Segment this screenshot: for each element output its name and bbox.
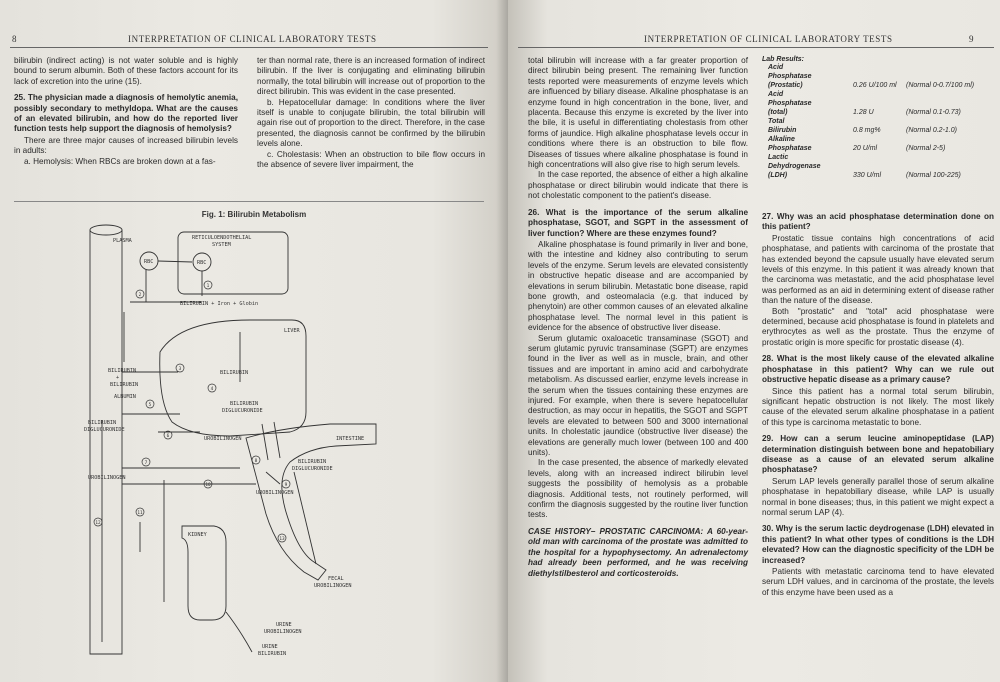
plasma-vessel-top — [90, 225, 122, 235]
text-column-left — [14, 56, 238, 167]
liver-label: LIVER — [284, 328, 300, 334]
lab-row — [762, 90, 977, 99]
kidney-shape — [182, 526, 226, 620]
fecal-label-2: UROBILINOGEN — [314, 583, 352, 589]
res-label-1: RETICULOENDOTHELIAL — [192, 235, 252, 241]
paragraph: Both "prostatic" and "total" acid phosphatase were determined, because acid phosphatase is found in platelets and erythrocytes as well as the prostate. Thus the enzyme of prostatic origin is more specific for prostatic disease (4). — [762, 306, 994, 347]
int-diglu-label-1: BILIRUBIN — [298, 459, 327, 465]
lab-test-name: Phosphatase — [768, 73, 812, 80]
kidney-label: KIDNEY — [188, 532, 207, 538]
lab-test-name: Lactic — [768, 154, 789, 161]
lab-test-name: Total — [768, 118, 785, 125]
lab-row — [762, 126, 977, 135]
bile-duct — [262, 422, 280, 460]
lab-test-name: (Prostatic) — [768, 82, 803, 89]
lab-row — [762, 108, 977, 117]
step-number: 13 — [279, 537, 285, 542]
paragraph: Since this patient has a normal total serum bilirubin, significant hepatic obstruction is not likely. The most likely cause of the elevated serum alkaline phosphatase in a patient of this type is carcinoma metastatic to bone. — [762, 386, 994, 427]
lab-value: 0.26 U/100 ml — [853, 82, 897, 89]
fecal-label-1: FECAL — [328, 576, 344, 582]
running-head: INTERPRETATION OF CLINICAL LABORATORY TESTS — [128, 34, 377, 44]
header-rule — [10, 47, 488, 48]
rbc-label-res: RBC — [197, 260, 207, 266]
urine-uro-label-1: URINE — [276, 622, 292, 628]
lab-test-name: Bilirubin — [768, 127, 797, 134]
step-number: 3 — [178, 367, 182, 372]
uro-plasma-label: UROBILINOGEN — [88, 475, 126, 481]
bili-diglu-label-2: DIGLUCURONIDE — [222, 408, 263, 414]
liver-shape — [160, 320, 306, 436]
lab-row — [762, 99, 977, 108]
paragraph: Serum glutamic oxaloacetic transaminase (SGOT) and serum glutamic pyruvic transaminase (SGPT) are enzymes found in the liver as well as in muscle, brain, and other tissues and are important in amino acid and carbohydrate metabolism. As discussed earlier, enzyme levels increase in the serum when the tissues containing these enzymes are injured. For example, when there is severe hepatocellular destruction, as may occur in hepatitis, the SGOT and SGPT levels are elevated to between 500 and 3000 international units. In cholestatic jaundice (obstructive liver disease) the elevations are generally much lower (between 100 and 400 units). — [528, 333, 748, 458]
lab-results-table — [762, 63, 977, 180]
lab-results-title: Lab Results: — [762, 56, 805, 63]
running-head: INTERPRETATION OF CLINICAL LABORATORY TESTS — [644, 34, 893, 44]
step-number: 11 — [137, 511, 143, 516]
lab-results — [762, 56, 998, 180]
bili-alb-label-1: BILIRUBIN — [108, 368, 137, 374]
lab-row — [762, 117, 977, 126]
lab-test-name: Acid — [768, 64, 784, 71]
lab-test-name: Phosphatase — [768, 145, 812, 152]
question-heading: 30. Why is the serum lactic deydrogenase (LDH) elevated in this patient? In what other types of conditions is the LDH elevated? How can the diagnostic specificity of the LDH be increased? — [762, 524, 994, 565]
lab-value: 1.28 U — [853, 109, 874, 116]
intestine-label: INTESTINE — [336, 436, 365, 442]
lab-row — [762, 144, 977, 153]
lab-row — [762, 63, 977, 72]
page-number: 8 — [12, 34, 18, 44]
paragraph: total bilirubin will increase with a far greater proportion of direct bilirubin being present. The remaining liver function tests reported were measurements of enzyme levels which are influenced by biliary disease. Alkaline phosphatase is an enzyme found in high concentration in the bone, liver, and placenta. Because this enzyme is excreted by the liver into the bile, it is useful in differentiating cholestasis from other forms of jaundice. High alkaline phosphatase levels occur in conditions where there is an obstruction to bile flow. Diseases of tissues where alkaline phosphatase is found in high concentrations will also give rise to high serum levels. — [528, 56, 748, 170]
text-column-right — [257, 56, 485, 170]
page-number: 9 — [969, 34, 975, 44]
urine-bili-label-1: URINE — [262, 644, 278, 650]
text-column-right — [762, 206, 994, 598]
lab-test-name: Phosphatase — [768, 100, 812, 107]
lab-row — [762, 171, 977, 180]
lab-normal-range: (Normal 100-225) — [906, 172, 961, 179]
case-history: CASE HISTORY– PROSTATIC CARCINOMA: A 60-year-old man with carcinoma of the prostate was admitted to the hospital for a hypophysectomy. An adrenalectomy had already been performed, and he was receiving diethylstilbesterol and corticosteroids. — [528, 526, 748, 578]
paragraph: bilirubin (indirect acting) is not water soluble and is highly bound to serum albumin. Both of these factors account for its lack of excretion into the urine (15). — [14, 56, 238, 86]
ureter — [226, 612, 252, 652]
uro-int-label: UROBILINOGEN — [256, 490, 294, 496]
lab-value: 0.8 mg% — [853, 127, 881, 134]
bili-alb-label-4: ALBUMIN — [114, 394, 136, 400]
res-label-2: SYSTEM — [212, 242, 231, 248]
step-number: 2 — [138, 293, 142, 298]
plasma-label: PLASMA — [113, 238, 132, 244]
paragraph: Alkaline phosphatase is found primarily in liver and bone, with the intestine and kidney also contributing to serum levels of the enzyme. Serum levels are elevated consistently in obstructive hepatic disease and are accompanied by elevations in serum bilirubin. Metastatic bone disease, rapid bone growth, and osteomalacia (e.g. that induced by phenytoin) are other common causes of an elevated alkaline phosphatase level. The normal level in this patient is evidence for the absence of obstructive liver disease. — [528, 239, 748, 333]
question-heading: 28. What is the most likely cause of the elevated alkaline phosphatase in this patient? Why can we rule out obstructive hepatic disease as a primary cause? — [762, 354, 994, 385]
step-number: 5 — [148, 403, 152, 408]
bilirubin-metabolism-diagram — [80, 222, 380, 672]
lab-row — [762, 81, 977, 90]
lab-normal-range: (Normal 2-5) — [906, 145, 946, 152]
plasma-vessel — [90, 230, 122, 654]
lab-test-name: (total) — [768, 109, 788, 116]
bili-alb-label-2: + — [116, 375, 120, 381]
lab-test-name: Acid — [768, 91, 784, 98]
bili-diglu-label-1: BILIRUBIN — [230, 401, 259, 407]
lab-test-name: Alkaline — [768, 136, 795, 143]
figure-caption: Fig. 1: Bilirubin Metabolism — [201, 210, 307, 219]
lab-test-name: Dehydrogenase — [768, 163, 821, 170]
lab-normal-range: (Normal 0-0.7/100 ml) — [906, 82, 975, 89]
paragraph: There are three major causes of increased bilirubin levels in adults: — [14, 135, 238, 156]
figure-rule — [14, 201, 484, 202]
lab-row — [762, 162, 977, 171]
step-number: 8 — [254, 459, 258, 464]
lab-normal-range: (Normal 0.1-0.73) — [906, 109, 961, 116]
paragraph: Serum LAP levels generally parallel those of serum alkaline phosphatase in hepatobiliary disease, while LAP is usually normal in bone diseases; thus, in this patient we might expect a normal serum LAP (4). — [762, 476, 994, 517]
question-heading: 26. What is the importance of the serum alkaline phosphatase, SGOT, and SGPT in the assessment of liver function? Where are these enzymes found? — [528, 207, 748, 238]
paragraph: Prostatic tissue contains high concentrations of acid phosphatase, and patients with carcinoma of the prostate that has extended beyond the capsule usually have elevated serum levels of this enzyme. In this patient it was already known that the carcinoma was metastatic, and the acid phosphatase level was performed as an aid in determining extent of disease rather than the nature of the disease. — [762, 233, 994, 306]
paragraph: In the case reported, the absence of either a high alkaline phosphatase or direct bilirubin would indicate that there is not cholestatic component to the patient's disease. — [528, 170, 748, 201]
text-column-left — [528, 56, 748, 579]
lab-test-name: (LDH) — [768, 172, 788, 179]
step-number: 6 — [166, 434, 170, 439]
uro-liver-label: UROBILINOGEN — [204, 436, 242, 442]
lab-value: 330 U/ml — [853, 172, 882, 179]
plasma-diglu-label-1: BILIRUBIN — [88, 420, 117, 426]
lab-row — [762, 135, 977, 144]
int-diglu-label-2: DIGLUCURONIDE — [292, 466, 333, 472]
step-number: 9 — [284, 483, 288, 488]
res-box — [178, 232, 288, 294]
step-number: 7 — [144, 461, 148, 466]
liver-bilirubin-label: BILIRUBIN — [220, 370, 249, 376]
header-rule — [518, 47, 994, 48]
plasma-diglu-label-2: DIGLUCURONIDE — [84, 427, 125, 433]
lab-row — [762, 153, 977, 162]
paragraph: a. Hemolysis: When RBCs are broken down at a fas- — [24, 156, 216, 166]
lab-normal-range: (Normal 0.2-1.0) — [906, 127, 957, 134]
paragraph: In the case presented, the absence of markedly elevated levels, along with an increased indirect bilirubin level suggests the possibility of hemolysis as a probable diagnosis. Additional tests, not routinely performed, will confirm the diagnosis suggested by the routine liver function tests. — [528, 458, 748, 520]
right-page — [508, 0, 1000, 682]
urine-bili-label-2: BILIRUBIN — [258, 651, 287, 657]
step-number: 10 — [205, 483, 211, 488]
step-number: 12 — [95, 521, 101, 526]
rbc-label-plasma: RBC — [144, 259, 154, 265]
urine-uro-label-2: UROBILINOGEN — [264, 629, 302, 635]
paragraph: Patients with metastatic carcinoma tend to have elevated serum LDH values, and in carcinoma of the prostate, the levels of this enzyme have been used as a — [762, 567, 994, 597]
step-number: 4 — [210, 387, 214, 392]
lab-row — [762, 72, 977, 81]
breakdown-label: BILIRUBIN + Iron + Globin — [180, 301, 259, 307]
lab-value: 20 U/ml — [853, 145, 878, 152]
paragraph: c. Cholestasis: When an obstruction to bile flow occurs in the absence of severe liver impairment, the — [257, 149, 485, 170]
bili-alb-label-3: BILIRUBIN — [110, 382, 139, 388]
question-heading: 29. How can a serum leucine aminopeptidase (LAP) determination distinguish between bone and hepatobiliary disease as a cause of an elevated serum alkaline phosphatase? — [762, 434, 994, 475]
question-heading: 25. The physician made a diagnosis of hemolytic anemia, possibly secondary to methyldopa. What are the causes of an elevated bilirubin, and how do the reported liver function tests help support the diagnosis of hemolysis? — [14, 93, 238, 134]
paragraph: ter than normal rate, there is an increased formation of indirect bilirubin. If the liver is conjugating and eliminating bilirubin normally, the total bilirubin will increase out of proportion to the direct bilirubin. This was evident in the case presented. — [257, 56, 485, 97]
step-number: 1 — [206, 284, 210, 289]
question-heading: 27. Why was an acid phosphatase determination done on this patient? — [762, 212, 994, 232]
paragraph: b. Hepatocellular damage: In conditions where the liver itself is unable to conjugate bilirubin, the total bilirubin will again rise out of proportion to the direct. Therefore, in the case presented, the diagnosis cannot be confirmed by the bilirubin levels alone. — [257, 97, 485, 149]
